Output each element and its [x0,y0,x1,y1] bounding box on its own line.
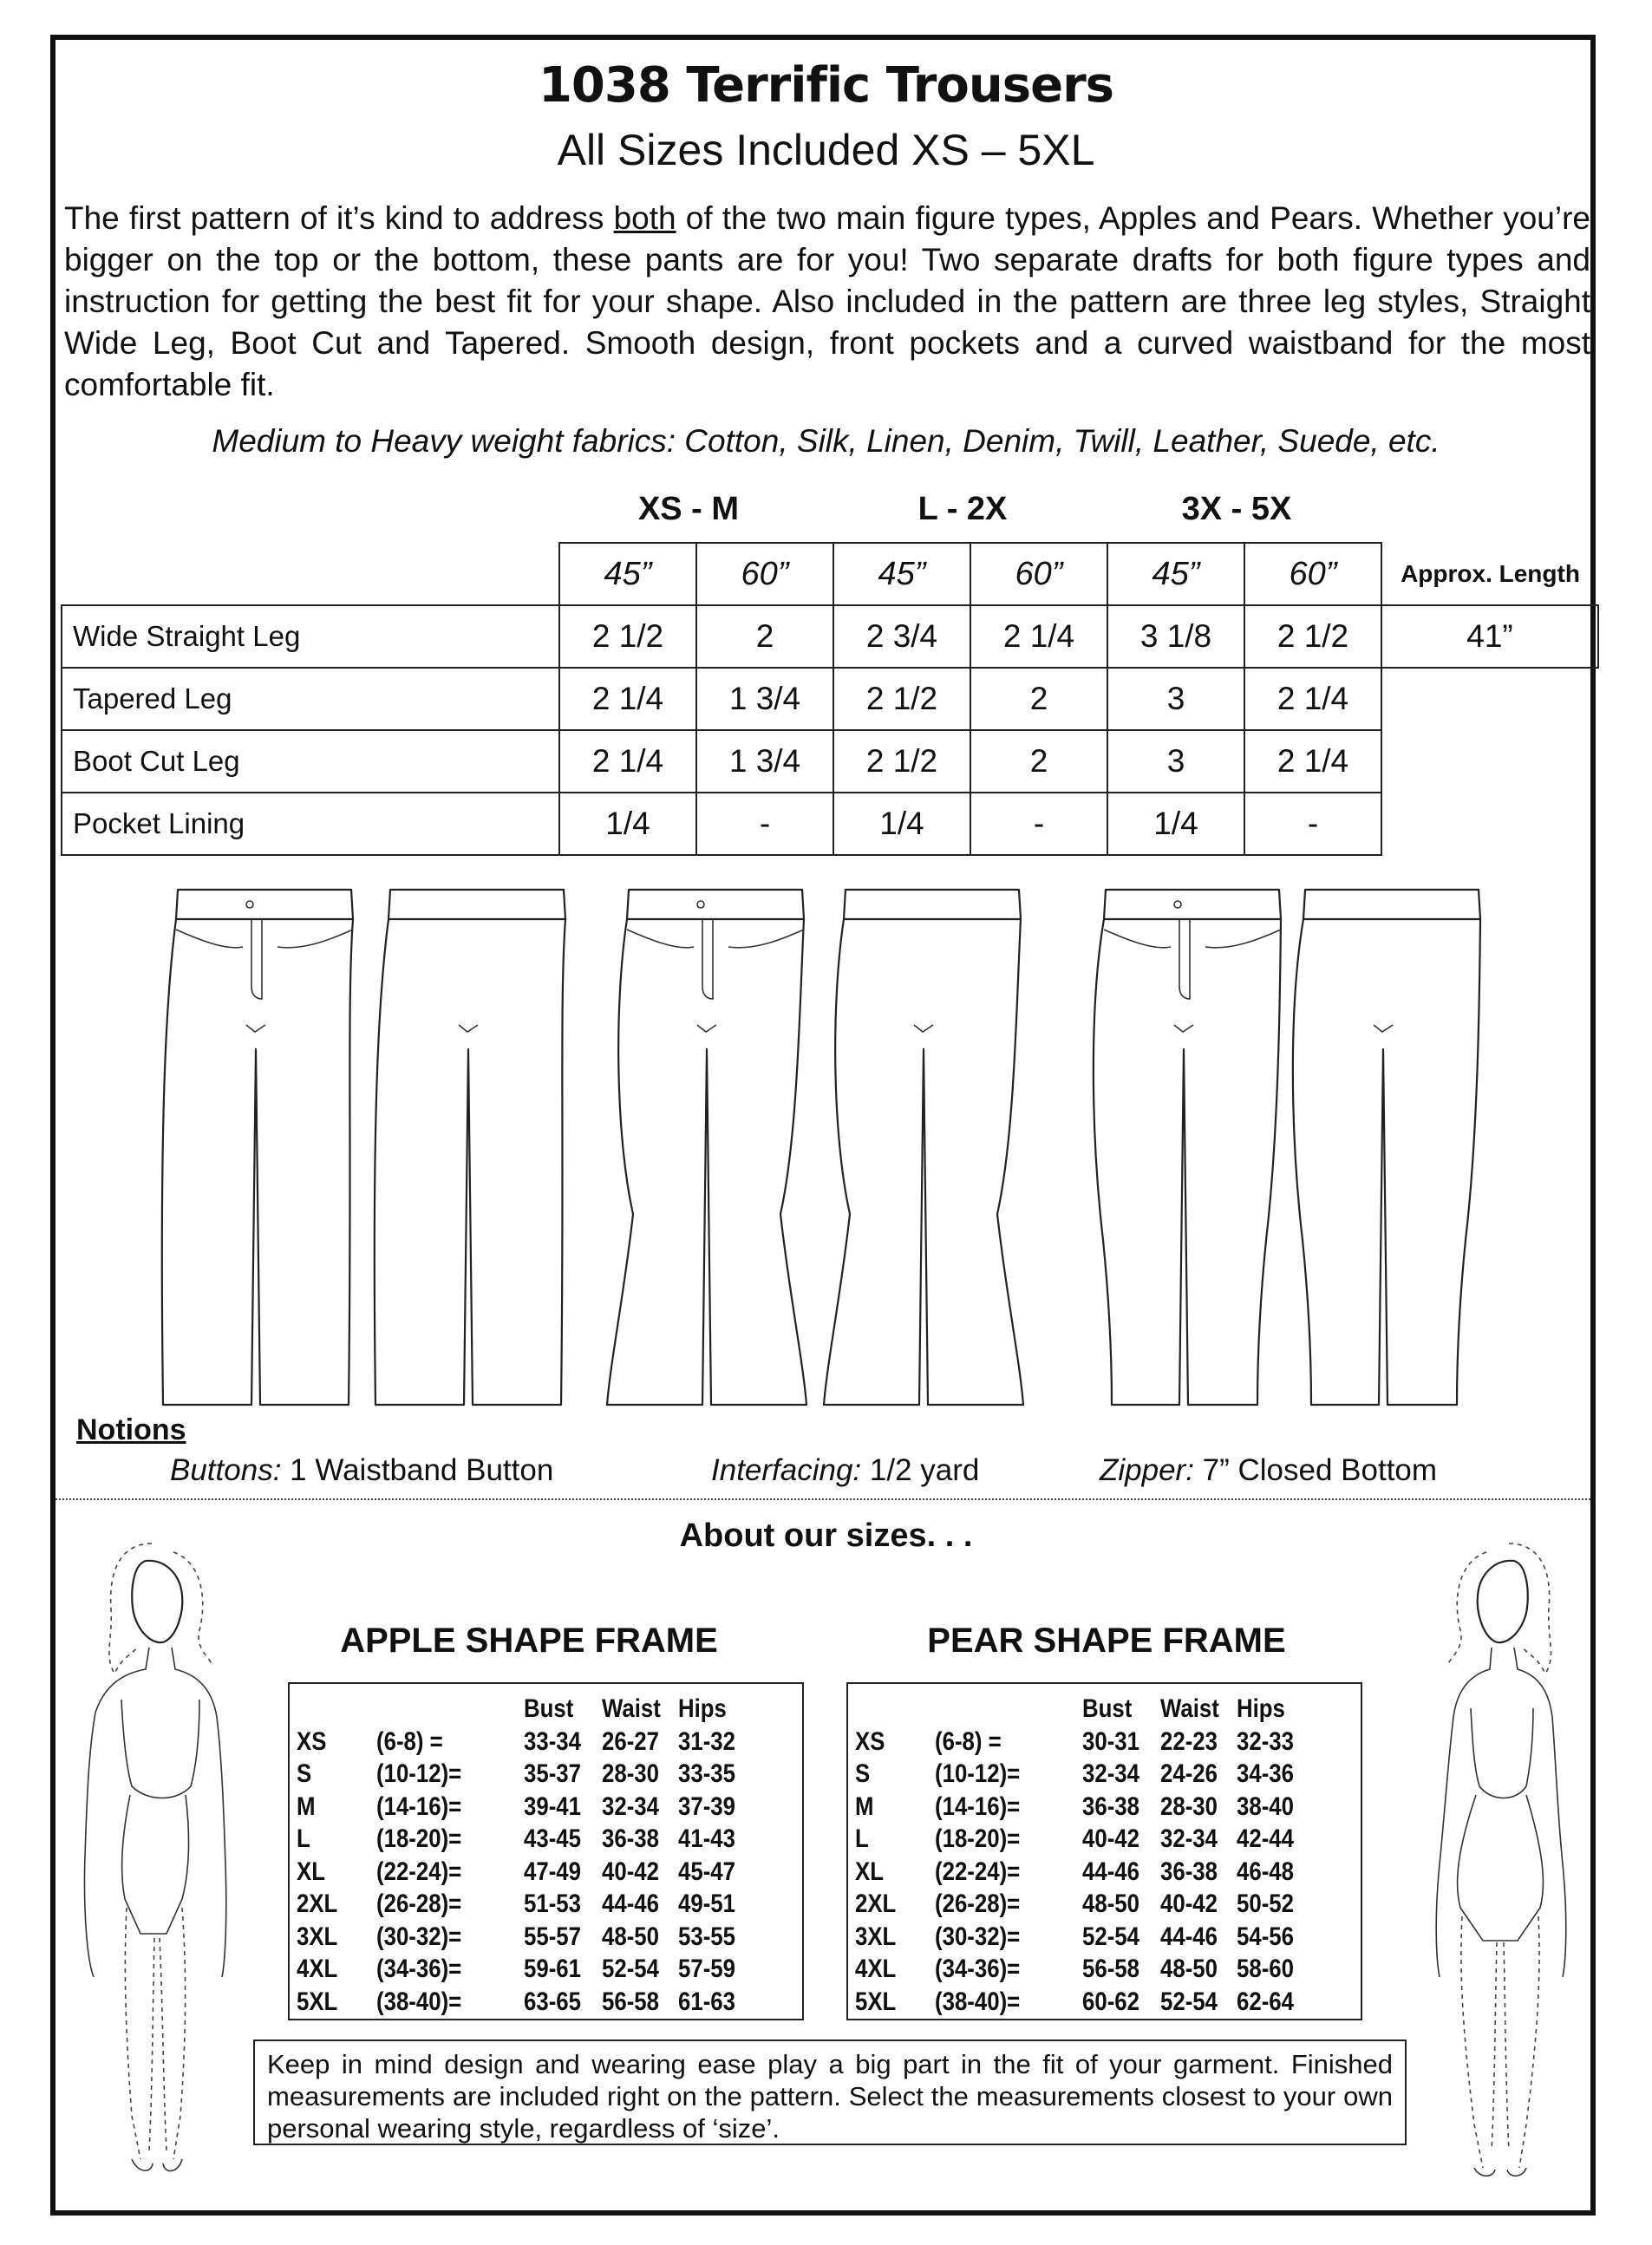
measurement-cell: 52-54 [602,1955,659,1983]
measurement-cell: 49-51 [678,1889,735,1918]
measurement-cell: 36-38 [1160,1857,1218,1886]
size-label: 4XL [855,1955,897,1983]
size-range: (26-28)= [376,1889,462,1918]
group-header-xs-m: XS - M [637,491,740,527]
measurement-cell: 43-45 [524,1824,581,1853]
size-label: 2XL [297,1889,338,1918]
size-range: (6-8) = [376,1726,443,1756]
yardage-width-row [62,543,1598,605]
size-range: (22-24)= [376,1857,462,1886]
measurement-cell: 44-46 [1160,1922,1218,1951]
table-row [62,793,1598,855]
intro-paragraph [64,198,1590,406]
measurement-cell: 36-38 [1082,1791,1139,1821]
size-range: (18-20)= [935,1824,1021,1853]
intro-underlined: both [613,200,676,236]
size-range: (10-12)= [376,1759,462,1788]
measurement-cell: 52-54 [1160,1987,1218,2016]
table-row [855,1921,1306,1954]
yardage-cell: 2 [970,730,1107,793]
table-row [297,1791,748,1824]
size-header-row [297,1693,748,1726]
notion-interfacing [711,1453,979,1488]
measurement-cell: 33-35 [678,1759,735,1788]
measurement-cell: 41-43 [678,1824,735,1853]
notion-interfacing-label: Interfacing: [711,1453,862,1487]
size-range: (14-16)= [376,1791,462,1821]
measurement-cell: 31-32 [678,1726,735,1756]
table-row [297,1953,748,1986]
measurement-cell: 51-53 [524,1889,581,1918]
measurement-cell: 44-46 [602,1889,659,1918]
row-label: Wide Straight Leg [62,605,559,668]
trouser-back-tapered [1293,890,1480,1405]
measurement-cell: 46-48 [1237,1857,1294,1886]
size-label: XS [855,1726,885,1756]
yardage-cell: 1 3/4 [696,668,833,730]
trouser-front-boot-cut [607,890,806,1405]
yardage-cell: - [1244,793,1381,855]
yardage-cell: 1 3/4 [696,730,833,793]
intro-text-2: of the two main figure types, Apples and Pears. Whether you’re bigger on the top or the bottom, these pants are for you! Two separate drafts for both figure types and instruction for getting the best fit for your shape. Also included in the pattern are three leg styles, Straight Wide Leg, Boot Cut and Tapered. Smooth design, front pockets and a curved waistband for the most comfortable fit. [64,200,1591,402]
notion-buttons-label: Buttons: [170,1453,282,1487]
page-subtitle: All Sizes Included XS – 5XL [557,126,1095,174]
table-row [297,1888,748,1921]
table-row [62,605,1598,668]
yardage-cell: 1/4 [559,793,696,855]
width-header: 60” [696,543,833,605]
yardage-cell: 2 1/2 [559,605,696,668]
yardage-cell: 3 [1107,730,1244,793]
width-header: 45” [833,543,970,605]
yardage-cell: 2 [696,605,833,668]
table-row [297,1726,748,1759]
size-range: (14-16)= [935,1791,1021,1821]
size-range: (38-40)= [376,1987,462,2016]
yardage-cell: 2 1/4 [559,668,696,730]
fabric-recommendation: Medium to Heavy weight fabrics: Cotton, Silk, Linen, Denim, Twill, Leather, Suede, etc. [212,423,1440,459]
table-row [62,730,1598,793]
yardage-cell: 2 [970,668,1107,730]
size-range: (18-20)= [376,1824,462,1853]
size-label: L [855,1824,869,1853]
yardage-cell: 2 1/2 [833,668,970,730]
table-row [62,668,1598,730]
yardage-cell: 1/4 [1107,793,1244,855]
yardage-table [61,542,1599,856]
table-row [297,1921,748,1954]
yardage-cell: 2 1/4 [1244,668,1381,730]
pear-size-chart [846,1682,1362,2020]
pear-figure-illustration [1405,1526,1596,2185]
measurement-cell: 62-64 [1237,1987,1294,2016]
section-divider [56,1498,1590,1500]
yardage-cell: 3 1/8 [1107,605,1244,668]
measurement-cell: 42-44 [1237,1824,1294,1853]
size-header-row [855,1693,1306,1726]
measurement-cell: 32-34 [602,1791,659,1821]
notion-zipper [1100,1453,1437,1488]
width-header: 60” [970,543,1107,605]
measurement-cell: 39-41 [524,1791,581,1821]
trouser-back-wide-leg [375,890,565,1405]
size-column-header: Bust [524,1694,574,1723]
measurement-cell: 35-37 [524,1759,581,1788]
size-range: (30-32)= [376,1922,462,1951]
measurement-cell: 32-34 [1160,1824,1218,1853]
yardage-cell: 1/4 [833,793,970,855]
measurement-cell: 28-30 [602,1759,659,1788]
measurement-cell: 50-52 [1237,1889,1294,1918]
size-label: 4XL [297,1955,338,1983]
measurement-cell: 60-62 [1082,1987,1139,2016]
size-label: M [297,1791,316,1821]
measurement-cell: 52-54 [1082,1922,1139,1951]
notion-interfacing-value: 1/2 yard [861,1453,980,1487]
page-title: 1038 Terrific Trousers [538,57,1114,114]
size-label: XS [297,1726,327,1756]
measurement-cell: 48-50 [1082,1889,1139,1918]
width-header: 60” [1244,543,1381,605]
table-row [297,1856,748,1889]
apple-size-chart [288,1682,804,2020]
size-label: M [855,1791,874,1821]
measurement-cell: 58-60 [1237,1955,1294,1983]
pear-frame-title: PEAR SHAPE FRAME [927,1622,1286,1660]
table-row [855,1758,1306,1791]
measurement-cell: 57-59 [678,1955,735,1983]
measurement-cell: 32-34 [1082,1759,1139,1788]
measurement-cell: 61-63 [678,1987,735,2016]
length-header: Approx. Length [1401,559,1580,587]
size-range: (34-36)= [376,1955,462,1983]
measurement-cell: 44-46 [1082,1857,1139,1886]
measurement-cell: 37-39 [678,1791,735,1821]
measurement-cell: 56-58 [602,1987,659,2016]
size-column-header: Waist [1160,1694,1219,1723]
table-row [855,1856,1306,1889]
row-label: Boot Cut Leg [62,730,559,793]
trouser-front-tapered [1094,890,1281,1405]
size-label: 3XL [855,1922,897,1951]
trouser-front-wide-leg [162,890,353,1405]
table-row [297,1758,748,1791]
row-label: Pocket Lining [62,793,559,855]
sizes-heading: About our sizes. . . [679,1517,973,1554]
group-header-l-2x: L - 2X [917,491,1008,527]
size-column-header: Hips [1237,1694,1285,1723]
table-row [855,1726,1306,1759]
measurement-cell: 48-50 [1160,1955,1218,1983]
yardage-cell: 2 1/4 [970,605,1107,668]
notions-heading: Notions [76,1413,186,1446]
size-label: S [297,1759,312,1788]
measurement-cell: 48-50 [602,1922,659,1951]
trouser-back-boot-cut [824,890,1023,1405]
measurement-cell: 59-61 [524,1955,581,1983]
trouser-illustrations [156,876,1509,1422]
table-row [855,1986,1306,2019]
yardage-cell: 2 1/2 [1244,605,1381,668]
notion-zipper-value: 7” Closed Bottom [1193,1453,1438,1487]
measurement-cell: 22-23 [1160,1726,1218,1756]
size-column-header: Hips [678,1694,727,1723]
size-label: 5XL [297,1987,338,2016]
measurement-cell: 24-26 [1160,1759,1218,1788]
yardage-cell: 3 [1107,668,1244,730]
size-label: 2XL [855,1889,897,1918]
measurement-cell: 45-47 [678,1857,735,1886]
yardage-cell: 2 3/4 [833,605,970,668]
width-header: 45” [559,543,696,605]
measurement-cell: 56-58 [1082,1955,1139,1983]
size-range: (22-24)= [935,1857,1021,1886]
size-label: XL [297,1857,325,1886]
apple-figure-illustration [69,1526,269,2185]
notion-buttons [170,1453,553,1488]
size-column-header: Waist [602,1694,661,1723]
yardage-cell: - [696,793,833,855]
measurement-cell: 26-27 [602,1726,659,1756]
size-range: (10-12)= [935,1759,1021,1788]
measurement-cell: 40-42 [1160,1889,1218,1918]
measurement-cell: 63-65 [524,1987,581,2016]
intro-text-1: The first pattern of it’s kind to address [64,200,614,236]
size-range: (38-40)= [935,1987,1021,2016]
fit-note: Keep in mind design and wearing ease play a big part in the fit of your garment. Finished measurements are included right on the pattern. Select the measurements closest to your own personal wearing style, regardless of ‘size’. [253,2039,1407,2145]
apple-frame-title: APPLE SHAPE FRAME [340,1622,718,1660]
yardage-cell: - [970,793,1107,855]
table-row [297,1823,748,1856]
size-range: (26-28)= [935,1889,1021,1918]
size-column-header: Bust [1082,1694,1133,1723]
measurement-cell: 28-30 [1160,1791,1218,1821]
group-header-3x-5x: 3X - 5X [1181,491,1292,527]
measurement-cell: 40-42 [1082,1824,1139,1853]
table-row [855,1888,1306,1921]
measurement-cell: 38-40 [1237,1791,1294,1821]
table-row [297,1986,748,2019]
row-label: Tapered Leg [62,668,559,730]
size-range: (30-32)= [935,1922,1021,1951]
length-value: 41” [1381,605,1598,668]
measurement-cell: 40-42 [602,1857,659,1886]
width-header: 45” [1107,543,1244,605]
table-row [855,1953,1306,1986]
measurement-cell: 55-57 [524,1922,581,1951]
size-label: 3XL [297,1922,338,1951]
size-range: (6-8) = [935,1726,1002,1756]
measurement-cell: 54-56 [1237,1922,1294,1951]
apple-size-table [297,1693,748,2018]
size-label: 5XL [855,1987,897,2016]
yardage-cell: 2 1/4 [1244,730,1381,793]
measurement-cell: 36-38 [602,1824,659,1853]
yardage-cell: 2 1/2 [833,730,970,793]
size-label: L [297,1824,310,1853]
notion-buttons-value: 1 Waistband Button [281,1453,554,1487]
size-range: (34-36)= [935,1955,1021,1983]
measurement-cell: 32-33 [1237,1726,1294,1756]
measurement-cell: 53-55 [678,1922,735,1951]
measurement-cell: 47-49 [524,1857,581,1886]
yardage-cell: 2 1/4 [559,730,696,793]
measurement-cell: 34-36 [1237,1759,1294,1788]
table-row [855,1791,1306,1824]
notion-zipper-label: Zipper: [1100,1453,1194,1487]
measurement-cell: 30-31 [1082,1726,1139,1756]
measurement-cell: 33-34 [524,1726,581,1756]
table-row [855,1823,1306,1856]
pear-size-table [855,1693,1306,2018]
size-label: S [855,1759,871,1788]
size-label: XL [855,1857,884,1886]
